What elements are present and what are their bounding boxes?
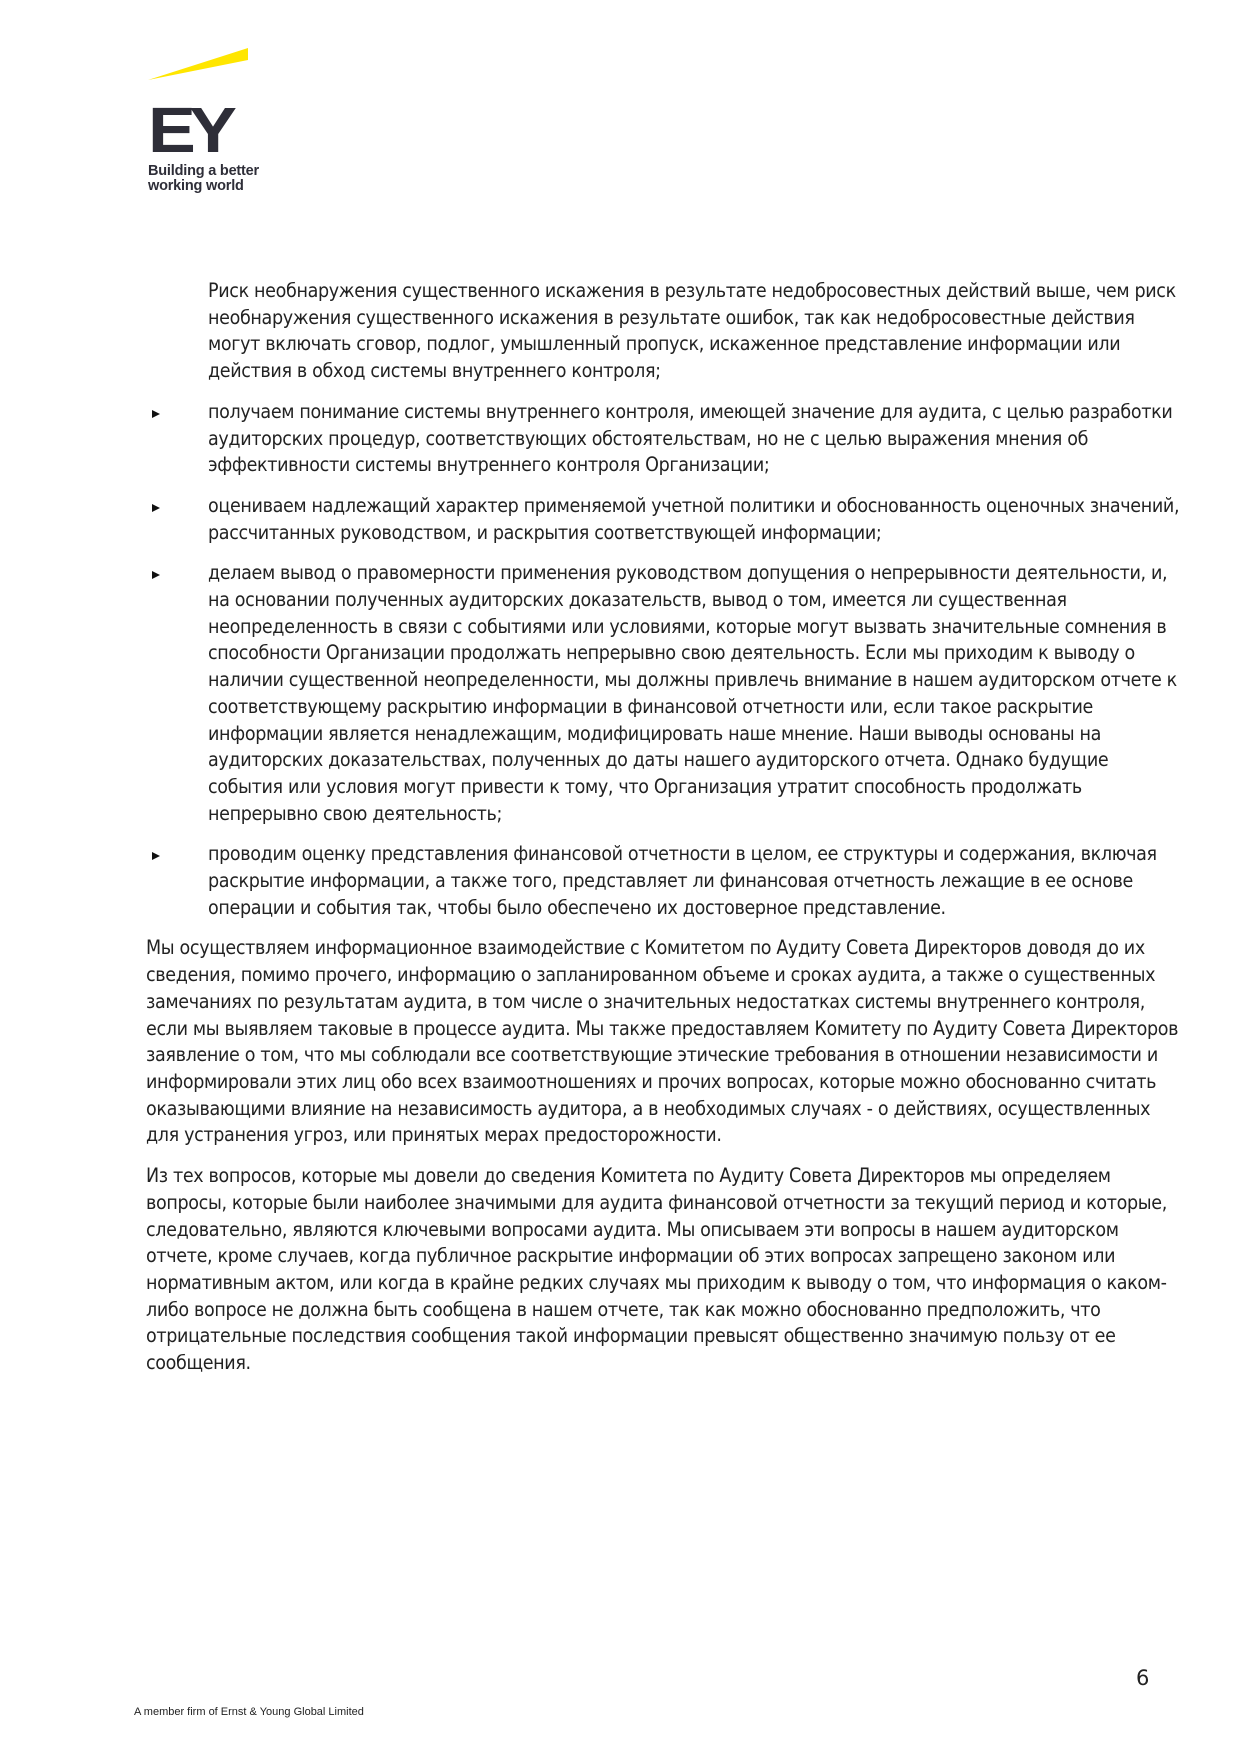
list-item <box>146 493 1186 546</box>
procedures-list <box>146 399 1186 922</box>
logo-tagline <box>148 164 259 194</box>
logo-wordmark: EY <box>148 94 231 166</box>
triangle-bullet-icon <box>152 571 160 579</box>
paragraph-key-audit-matters: Из тех вопросов, которые мы довели до сведения Комитета по Аудиту Совета Директоров мы определяем вопросы, которые были наиболее значимыми для аудита финансовой отчетности за текущий период и которые, следовательно, являются ключевыми вопросами аудита. Мы описываем эти вопросы в нашем аудиторском отчете, кроме случаев, когда публичное раскрытие информации об этих вопросах запрещено законом или нормативным актом, или когда в крайне редких случаях мы приходим к выводу о том, что информация о каком-либо вопросе не должна быть сообщена в нашем отчете, так как можно обоснованно предположить, что отрицательные последствия сообщения такой информации превысят общественно значимую пользу от ее сообщения. <box>146 1164 1167 1375</box>
triangle-bullet-icon <box>152 852 160 860</box>
continuation-paragraph: Риск необнаружения существенного искажения в результате недобросовестных действий выше, чем риск необнаружения существенного искажения в результате ошибок, так как недобросовестные действия могут включать сговор, подлог, умышленный пропуск, искаженное представление информации или действия в обход системы внутреннего контроля; <box>208 279 1176 383</box>
list-item <box>146 841 1186 921</box>
tagline-line-2: working world <box>148 178 244 194</box>
triangle-bullet-icon <box>152 504 160 512</box>
list-item <box>146 399 1186 479</box>
paragraph-communication: Мы осуществляем информационное взаимодействие с Комитетом по Аудиту Совета Директоров доводя до их сведения, помимо прочего, информацию о запланированном объеме и сроках аудита, а также о существенных замечаниях по результатам аудита, в том числе о значительных недостатках системы внутреннего контроля, если мы выявляем таковые в процессе аудита. Мы также предоставляем Комитету по Аудиту Совета Директоров заявление о том, что мы соблюдали все соответствующие этические требования в отношении независимости и информировали этих лиц обо всех взаимоотношениях и прочих вопросах, которые можно обоснованно считать оказывающими влияние на независимость аудитора, а в необходимых случаях - о действиях, осуществленных для устранения угроз, или принятых мерах предосторожности. <box>146 936 1179 1147</box>
ey-logo <box>146 46 296 196</box>
list-item-text: проводим оценку представления финансовой отчетности в целом, ее структуры и содержания, включая раскрытие информации, а также того, представляет ли финансовая отчетность лежащие в ее основе операции и события так, чтобы было обеспечено их достоверное представление. <box>208 842 1157 919</box>
list-item <box>146 560 1186 827</box>
list-item-text: получаем понимание системы внутреннего контроля, имеющей значение для аудита, с целью разработки аудиторских процедур, соответствующих обстоятельствам, но не с целью выражения мнения об эффективности системы внутреннего контроля Организации; <box>208 399 1173 477</box>
list-item-text: делаем вывод о правомерности применения руководством допущения о непрерывности деятельности, и, на основании полученных аудиторских доказательств, вывод о том, имеется ли существенная неопределенность в связи с событиями или условиями, которые могут вызвать значительные сомнения в способности Организации продолжать непрерывно свою деятельность. Если мы приходим к выводу о наличии существенной неопределенности, мы должны привлечь внимание в нашем аудиторском отчете к соответствующему раскрытию информации в финансовой отчетности или, если такое раскрытие информации является ненадлежащим, модифицировать наше мнение. Наши выводы основаны на аудиторских доказательствах, полученных до даты нашего аудиторского отчета. Однако будущие события или условия могут привести к тому, что Организация утратит способность продолжать непрерывно свою деятельность; <box>208 561 1177 825</box>
list-item-text: оцениваем надлежащий характер применяемой учетной политики и обоснованность оценочных значений, рассчитанных руководством, и раскрытия соответствующей информации; <box>208 493 1180 544</box>
tagline-line-1: Building a better <box>148 163 259 179</box>
page-number: 6 <box>1136 1666 1150 1690</box>
document-body <box>146 278 1186 1377</box>
yellow-beam-icon <box>146 46 296 86</box>
triangle-bullet-icon <box>152 410 160 418</box>
footer-text: A member firm of Ernst & Young Global Limited <box>134 1706 364 1718</box>
